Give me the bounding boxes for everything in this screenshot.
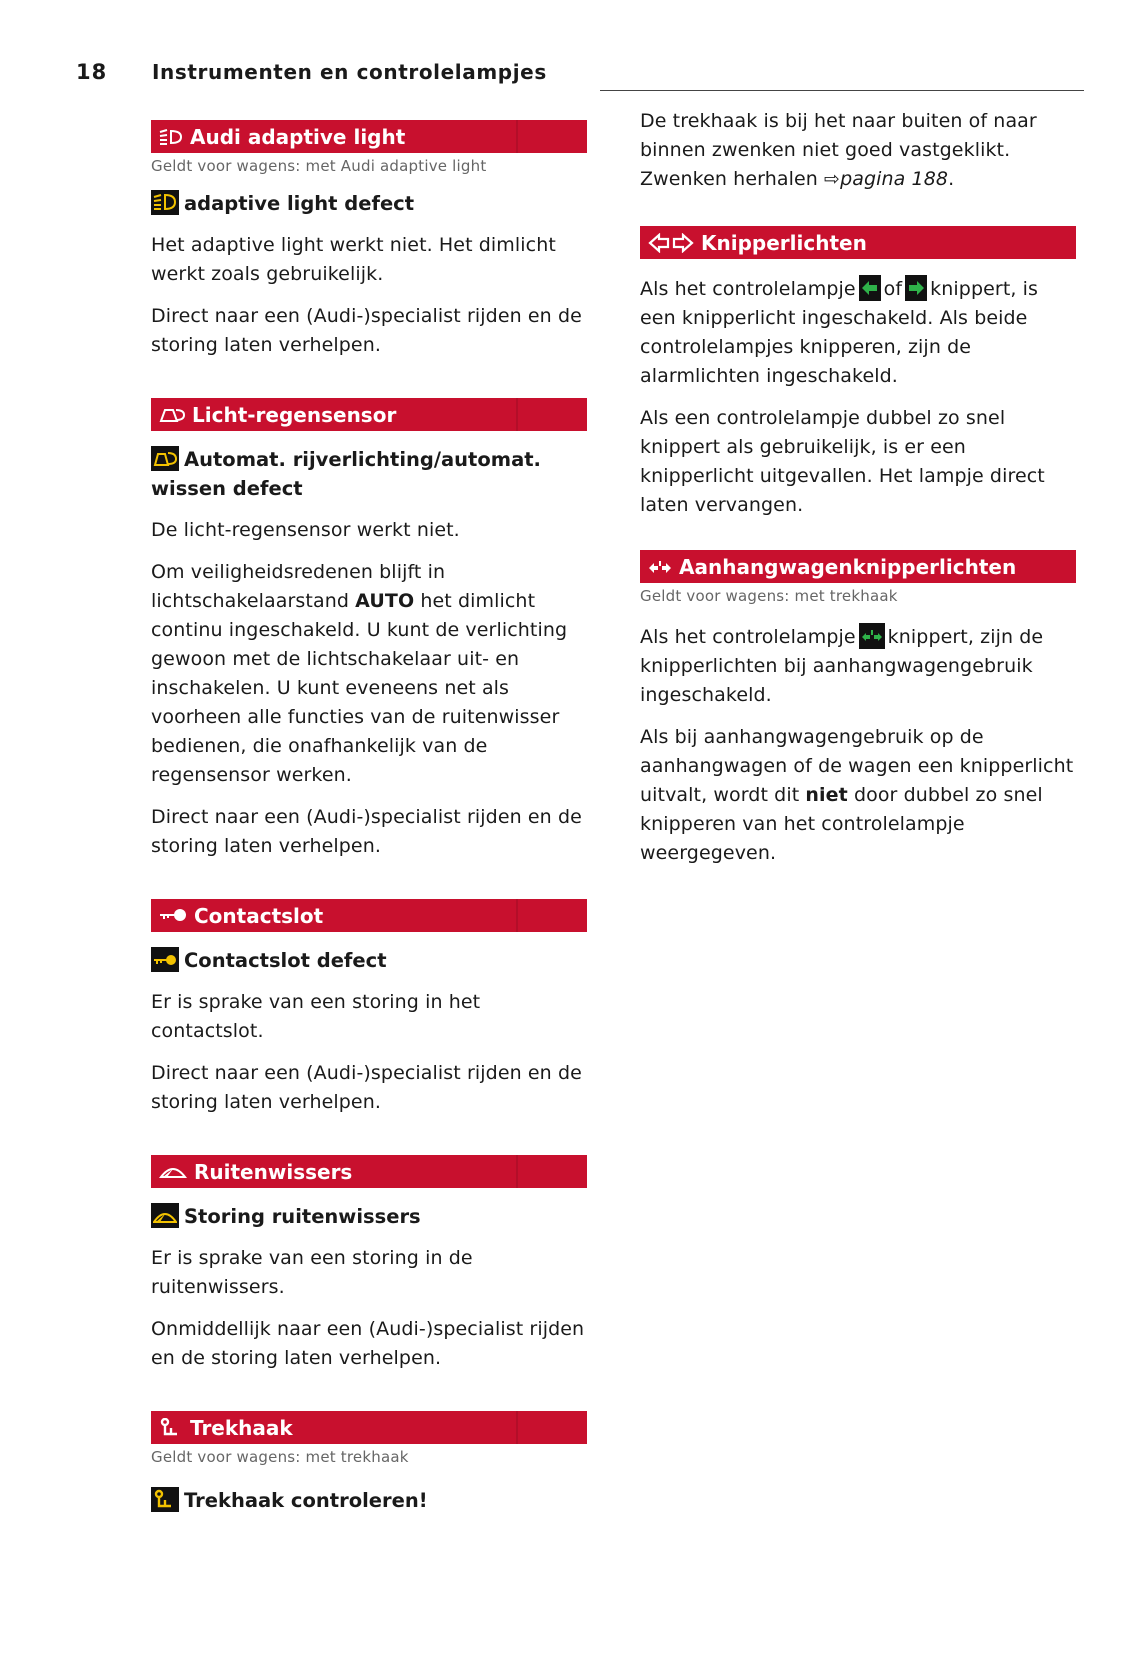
subhead-text: adaptive light defect bbox=[184, 192, 415, 215]
section-title-light-rain-sensor: Licht-regensensor bbox=[192, 402, 397, 427]
page-reference-link[interactable]: pagina 188 bbox=[840, 168, 949, 190]
subhead-check-towbar bbox=[151, 1486, 587, 1515]
subhead-text: Trekhaak controleren! bbox=[184, 1489, 428, 1512]
header-rule bbox=[600, 90, 1084, 91]
section-bar-towbar bbox=[151, 1411, 587, 1444]
paragraph: Als bij aanhangwagengebruik op de aanhangwagen of de wagen een knipperlicht uitvalt, wordt dit niet door dubbel zo snel knipperen van het controlelampje weergegeven. bbox=[640, 726, 1074, 864]
paragraph: Onmiddellijk naar een (Audi-)specialist rijden en de storing laten verhelpen. bbox=[151, 1318, 585, 1369]
applies-adaptive-light: Geldt voor wagens: met Audi adaptive light bbox=[151, 157, 487, 175]
paragraph: Het adaptive light werkt niet. Het dimlicht werkt zoals gebruikelijk. bbox=[151, 234, 556, 285]
left-column bbox=[151, 120, 587, 1515]
bar-notch bbox=[516, 398, 518, 431]
section-bar-ignition bbox=[151, 899, 587, 932]
right-column bbox=[640, 107, 1076, 868]
emphasis-niet: niet bbox=[805, 784, 848, 806]
subhead-text: Contactslot defect bbox=[184, 949, 387, 972]
section-bar-light-rain-sensor bbox=[151, 398, 587, 431]
page-number: 18 bbox=[76, 60, 108, 84]
light-rain-sensor-lamp-icon bbox=[151, 446, 179, 471]
section-title-adaptive-light: Audi adaptive light bbox=[190, 124, 406, 149]
page-header bbox=[72, 56, 1082, 96]
section-title-ignition: Contactslot bbox=[194, 903, 324, 928]
bar-notch bbox=[516, 899, 518, 932]
section-title-trailer-indicators: Aanhangwagenknipperlichten bbox=[679, 554, 1017, 579]
applies-trailer: Geldt voor wagens: met trekhaak bbox=[640, 587, 898, 605]
section-bar-trailer-indicators bbox=[640, 550, 1076, 583]
bar-notch bbox=[516, 1411, 518, 1444]
subhead-sensor-defect bbox=[151, 445, 587, 503]
paragraph: De trekhaak is bij het naar buiten of naar binnen zwenken niet goed vastgeklikt. Zwenken herhalen ⇨pagina 188. bbox=[640, 110, 1037, 190]
subhead-text: Storing ruitenwissers bbox=[184, 1205, 421, 1228]
paragraph: Om veiligheidsredenen blijft in lichtschakelaarstand AUTO het dimlicht continu ingeschakeld. U kunt de verlichting gewoon met de lichtschakelaar uit- en inschakelen. U kunt eveneens net als voorheen alle functies van de ruitenwisser bedienen, die onafhankelijk van de regensensor werken. bbox=[151, 561, 568, 786]
subhead-wiper-fault bbox=[151, 1202, 587, 1231]
paragraph: Er is sprake van een storing in het contactslot. bbox=[151, 991, 481, 1042]
towbar-lamp-icon bbox=[151, 1487, 179, 1512]
arrow-ref-icon: ⇨ bbox=[824, 168, 841, 190]
subhead-ignition-defect bbox=[151, 946, 587, 975]
applies-towbar: Geldt voor wagens: met trekhaak bbox=[151, 1448, 409, 1466]
section-title-indicators: Knipperlichten bbox=[701, 230, 867, 255]
left-turn-lamp-icon bbox=[859, 275, 881, 301]
wiper-lamp-icon bbox=[151, 1203, 179, 1228]
paragraph: Direct naar een (Audi-)specialist rijden en de storing laten verhelpen. bbox=[151, 806, 582, 857]
wiper-icon bbox=[159, 1163, 187, 1181]
auto-keyword: AUTO bbox=[355, 590, 415, 612]
section-bar-indicators bbox=[640, 226, 1076, 259]
right-turn-lamp-icon bbox=[905, 275, 927, 301]
paragraph: Direct naar een (Audi-)specialist rijden en de storing laten verhelpen. bbox=[151, 305, 582, 356]
adaptive-light-icon bbox=[159, 128, 183, 146]
trailer-lamp-icon bbox=[859, 623, 885, 649]
section-title-towbar: Trekhaak bbox=[190, 1415, 293, 1440]
paragraph: Er is sprake van een storing in de ruitenwissers. bbox=[151, 1247, 473, 1298]
subhead-text: Automat. rijverlichting/automat. wissen defect bbox=[151, 448, 541, 500]
paragraph: Als een controlelampje dubbel zo snel knippert als gebruikelijk, is er een knipperlicht uitgevallen. Het lampje direct laten vervangen. bbox=[640, 407, 1045, 516]
section-bar-wipers bbox=[151, 1155, 587, 1188]
towbar-icon bbox=[159, 1418, 183, 1438]
bar-notch bbox=[516, 1155, 518, 1188]
paragraph: De licht-regensensor werkt niet. bbox=[151, 519, 460, 541]
paragraph: Als het controlelampje of knippert, is een knipperlicht ingeschakeld. Als beide controlelampjes knipperen, zijn de alarmlichten ingeschakeld. bbox=[640, 275, 1076, 391]
ignition-lamp-icon bbox=[151, 947, 179, 972]
section-title-wipers: Ruitenwissers bbox=[194, 1159, 353, 1184]
page-title: Instrumenten en controlelampjes bbox=[152, 60, 547, 84]
light-rain-sensor-icon bbox=[159, 406, 185, 424]
ignition-key-icon bbox=[159, 907, 187, 925]
paragraph: Als het controlelampje knippert, zijn de knipperlichten bij aanhangwagengebruik ingeschakeld. bbox=[640, 623, 1076, 710]
paragraph: Direct naar een (Audi-)specialist rijden en de storing laten verhelpen. bbox=[151, 1062, 582, 1113]
bar-notch bbox=[516, 120, 518, 153]
turn-signal-icon bbox=[648, 233, 694, 253]
subhead-adaptive-light-defect bbox=[151, 189, 587, 218]
trailer-turn-signal-icon bbox=[648, 558, 672, 576]
section-bar-adaptive-light bbox=[151, 120, 587, 153]
adaptive-light-lamp-icon bbox=[151, 190, 179, 215]
